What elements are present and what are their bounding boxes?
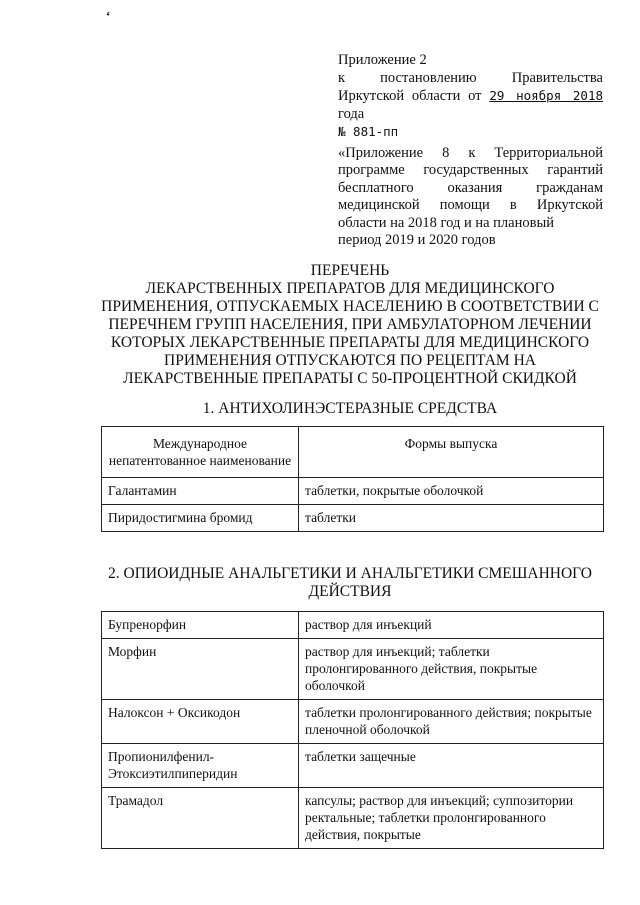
document-title <box>95 262 605 388</box>
section-1-heading: 1. АНТИХОЛИНЭСТЕРАЗНЫЕ СРЕДСТВА <box>202 400 498 417</box>
page-corner-mark: ‘ <box>106 8 111 23</box>
table-header-row <box>102 427 604 478</box>
drug-name: Пропионилфенил-Этоксиэтилпиперидин <box>102 744 299 788</box>
appendix-line-1: Приложение 2 <box>338 52 427 68</box>
drug-forms: капсулы; раствор для инъекций; суппозитории ректальные; таблетки пролонгированного действия, покрытые <box>299 788 604 849</box>
appendix-quote <box>338 145 603 250</box>
header-forms: Формы выпуска <box>299 427 604 478</box>
drug-name: Галантамин <box>102 478 299 505</box>
table-row <box>102 612 604 639</box>
drug-forms: таблетки пролонгированного действия; покрытые пленочной оболочкой <box>299 700 604 744</box>
table-row <box>102 639 604 700</box>
table-row <box>102 788 604 849</box>
table-row <box>102 478 604 505</box>
drug-forms: раствор для инъекций <box>299 612 604 639</box>
header-name: Международное непатентованное наименование <box>102 427 299 478</box>
drug-forms: таблетки защечные <box>299 744 604 788</box>
resolution-date: 29 ноября 2018 <box>489 88 604 103</box>
appendix-line-3-suffix: года <box>338 105 365 122</box>
appendix-line-2: к постановлению Правительства <box>338 69 603 86</box>
appendix-header <box>338 52 603 250</box>
drug-name: Морфин <box>102 639 299 700</box>
table-row <box>102 505 604 532</box>
resolution-number: № 881-пп <box>338 124 399 139</box>
table-row <box>102 700 604 744</box>
title-text: ЛЕКАРСТВЕННЫХ ПРЕПАРАТОВ ДЛЯ МЕДИЦИНСКОГО ПРИМЕНЕНИЯ, ОТПУСКАЕМЫХ НАСЕЛЕНИЮ В СООТВЕТСТВИИ С ПЕРЕЧНЕМ ГРУПП НАСЕЛЕНИЯ, ПРИ АМБУЛАТОРНОМ ЛЕЧЕНИИ КОТОРЫХ ЛЕКАРСТВЕННЫЕ ПРЕПАРАТЫ ДЛЯ МЕДИЦИНСКОГО ПРИМЕНЕНИЯ ОТПУСКАЮТСЯ ПО РЕЦЕПТАМ НА ЛЕКАРСТВЕННЫЕ ПРЕПАРАТЫ С 50-ПРОЦЕНТНОЙ СКИДКОЙ <box>101 280 599 387</box>
drug-name: Пиридостигмина бромид <box>102 505 299 532</box>
section-2-heading: 2. ОПИОИДНЫЕ АНАЛЬГЕТИКИ И АНАЛЬГЕТИКИ СМЕШАННОГО ДЕЙСТВИЯ <box>108 565 592 600</box>
drug-forms: таблетки <box>299 505 604 532</box>
drug-name: Налоксон + Оксикодон <box>102 700 299 744</box>
title-heading: ПЕРЕЧЕНЬ <box>310 262 390 279</box>
section-2-table <box>101 611 604 849</box>
drug-name: Трамадол <box>102 788 299 849</box>
appendix-line-3 <box>338 87 603 123</box>
table-row <box>102 744 604 788</box>
appendix-quote-text: «Приложение 8 к Территориальной программе государственных гарантий бесплатного оказания гражданам медицинской помощи в Иркутской области на 2018 год и на плановый <box>338 144 603 231</box>
drug-forms: раствор для инъекций; таблетки пролонгированного действия, покрытые оболочкой <box>299 639 604 700</box>
section-1-table <box>101 426 604 532</box>
appendix-quote-last: период 2019 и 2020 годов <box>338 232 496 248</box>
drug-name: Бупренорфин <box>102 612 299 639</box>
appendix-line-3-prefix: Иркутской области от <box>338 88 482 104</box>
drug-forms: таблетки, покрытые оболочкой <box>299 478 604 505</box>
